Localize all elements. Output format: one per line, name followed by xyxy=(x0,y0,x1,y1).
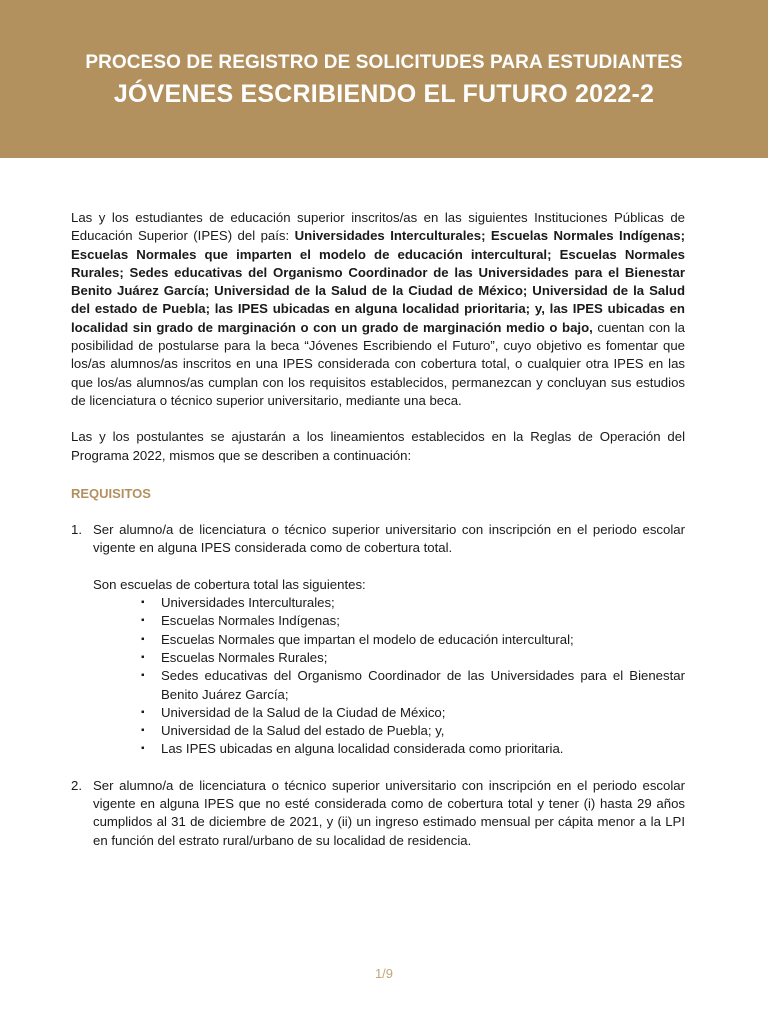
list-item: ▪ Las IPES ubicadas en alguna localidad considerada como prioritaria. xyxy=(161,740,685,758)
header-title: JÓVENES ESCRIBIENDO EL FUTURO 2022-2 xyxy=(113,80,655,108)
coverage-school-list xyxy=(93,594,685,759)
intro-paragraph xyxy=(71,209,685,410)
requirement-text: Ser alumno/a de licenciatura o técnico superior universitario con inscripción en el periodo escolar vigente en alguna IPES que no esté considerada como de cobertura total y tener (i) hasta 29 años cumplidos al 31 de diciembre de 2021, y (ii) un ingreso estimado mensual per cápita menor a la LPI en función del estrato rural/urbano de su localidad de residencia. xyxy=(93,777,685,848)
square-bullet-icon: ▪ xyxy=(141,615,145,627)
list-item: ▪ Universidades Interculturales; xyxy=(161,594,685,612)
requirement-item xyxy=(71,777,685,850)
coverage-intro: Son escuelas de cobertura total las siguientes: xyxy=(93,576,366,592)
requirement-number: 2. xyxy=(71,777,82,793)
list-item: ▪ Escuelas Normales Indígenas; xyxy=(161,612,685,630)
list-item: ▪ Escuelas Normales Rurales; xyxy=(161,649,685,667)
header-subtitle: PROCESO DE REGISTRO DE SOLICITUDES PARA ESTUDIANTES xyxy=(85,52,683,73)
requirements-list xyxy=(71,521,685,850)
section-title-requisitos: REQUISITOS xyxy=(71,485,151,501)
requirement-text: Ser alumno/a de licenciatura o técnico superior universitario con inscripción en el periodo escolar vigente en alguna IPES considerada como de cobertura total. xyxy=(93,522,685,556)
list-item: ▪ Sedes educativas del Organismo Coordinador de las Universidades para el Bienestar Benito Juárez García; xyxy=(141,668,685,702)
square-bullet-icon: ▪ xyxy=(141,633,145,645)
square-bullet-icon: ▪ xyxy=(141,670,145,682)
square-bullet-icon: ▪ xyxy=(141,725,145,737)
requirement-number: 1. xyxy=(71,522,82,538)
list-item: ▪ Escuelas Normales que impartan el modelo de educación intercultural; xyxy=(161,631,685,649)
guidelines-paragraph: Las y los postulantes se ajustarán a los lineamientos establecidos en la Reglas de Operación del Programa 2022, mismos que se describen a continuación: xyxy=(71,429,685,463)
square-bullet-icon: ▪ xyxy=(141,706,145,718)
list-item: ▪ Universidad de la Salud del estado de Puebla; y, xyxy=(161,722,685,740)
header-banner xyxy=(0,0,768,158)
page-number: 1/9 xyxy=(374,966,394,981)
intro-text-start: Las y los estudiantes de educación superior inscritos/as en las siguientes Instituciones Públicas de Educación Superior (IPES) del país: xyxy=(71,210,685,244)
requirement-item xyxy=(71,521,685,759)
square-bullet-icon: ▪ xyxy=(141,651,145,663)
square-bullet-icon: ▪ xyxy=(141,743,145,755)
list-item: ▪ Universidad de la Salud de la Ciudad de México; xyxy=(161,704,685,722)
document-body xyxy=(71,209,685,850)
square-bullet-icon: ▪ xyxy=(141,597,145,609)
intro-text-end: cuentan con la posibilidad de postularse para la beca “Jóvenes Escribiendo el Futuro”, cuyo objetivo es fomentar que los/as alumnos/as inscritos en una IPES considerada con cobertura total, o cualquier otra IPES en las que los/as alumnos/as cumplan con los requisitos establecidos, permanezcan y concluyan sus estudios de licenciatura o técnico superior universitario, mediante una beca. xyxy=(71,319,685,408)
intro-institutions-bold: Universidades Interculturales; Escuelas Normales Indígenas; Escuelas Normales que imparten el modelo de educación intercultural; Escuelas Normales Rurales; Sedes educativas del Organismo Coordinador de las Universidades para el Bienestar Benito Juárez García; Universidad de la Salud de la Ciudad de México; Universidad de la Salud del estado de Puebla; las IPES ubicadas en alguna localidad prioritaria; y, las IPES ubicadas en localidad sin grado de marginación o con un grado de marginación medio o bajo, xyxy=(71,228,685,335)
